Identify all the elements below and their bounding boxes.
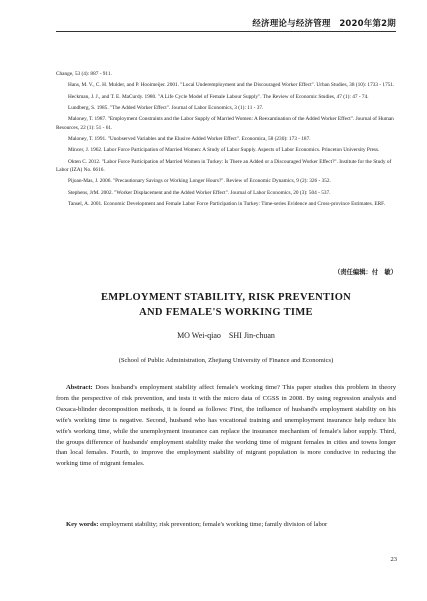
reference-item: Okten C. 2012. "Labor Force Participation of Married Women in Turkey: Is There an Added or a Discouraged Worker Effect?". Institute for the Study of Labor (IZA) No. 6616.	[56, 158, 392, 174]
title-line-1: EMPLOYMENT STABILITY, RISK PREVENTION	[100, 292, 352, 303]
reference-item: Maloney, T. 1991. "Unobserved Variables and the Elusive Added Worker Effect". Economica, 58 (230): 173 - 187.	[68, 136, 311, 142]
author-names: MO Wei-qiao SHI Jin-chuan	[177, 331, 275, 340]
reference-item: Maloney, T. 1987. "Employment Constraints and the Labor Supply of Married Women: A Reexamination of the Added Worker Effect". Journal of Human Resources, 22 (1): 51 - 61.	[56, 116, 394, 131]
abstract	[56, 383, 396, 470]
reference-item: Change, 53 (4): 887 - 911.	[56, 71, 112, 77]
title-line-2: AND FEMALE'S WORKING TIME	[139, 306, 313, 318]
responsible-editor: （责任编辑：付 敏）	[334, 269, 397, 276]
page-number: 23	[390, 556, 397, 563]
author-affiliation: (School of Public Administration, Zhejiang University of Finance and Economics)	[118, 357, 334, 364]
reference-list	[56, 70, 396, 211]
reference-item: Hans, M. V., C. H. Mulder, and P. Hooimeijer. 2001. "Local Underemployment and the Discouraged Worker Effect". Urban Studies, 38 (10): 1733 - 1751.	[68, 82, 395, 89]
abstract-label: Abstract:	[66, 384, 93, 391]
reference-item: Heckman, J. J., and T. E. MaCurdy. 1980. "A Life Cycle Model of Female Labour Supply". The Review of Economic Studies, 47 (1): 47 - 74.	[68, 93, 369, 100]
journal-title: 经济理论与经济管理 2020年第2期	[252, 19, 396, 29]
reference-item: Mincer, J. 1962. Labor Force Participation of Married Women: A Study of Labor Supply. Aspects of Labor Economics. Princeton University Press.	[68, 147, 380, 154]
keywords-text: employment stability; risk prevention; female's working time; family division of labor	[100, 521, 328, 528]
article-title	[56, 291, 396, 320]
keywords	[56, 520, 396, 531]
reference-item: Tansel, A. 2001. Economic Development and Female Labor Force Participation in Turkey: Time-series Evidence and Cross-province Estimates. ERF.	[68, 201, 385, 207]
reference-item: Stephens, JrM. 2002. "Worker Displacement and the Added Worker Effect". Journal of Labor Economics, 20 (3): 504 - 537.	[68, 189, 331, 196]
running-header	[56, 16, 396, 32]
abstract-text: Does husband's employment stability affect female's working time? This paper studies this problem in theory from the perspective of risk prevention, and tests it with the micro data of CGSS in 2008. By using regression analysis and Oaxaca-blinder decomposition methods, it is found as follows: First, the influence of husband's employment stability on his wife's working time is negative. Second, husband who has vocational training and unemployment insurance help reduce his wife's working time, while the unemployment insurance can replace the insurance mechanism of female's labor supply. Third, the groups difference of husbands' employment stability make the working time of migrant females in cities and towns longer than local females. Fourth, to improve the employment stability of migrant population is more conducive in reducing the working time of migrant females.	[56, 384, 396, 468]
reference-item: Lundberg, S. 1985. "The Added Worker Effect". Journal of Labor Economics, 3 (1): 11 - 37.	[68, 104, 264, 111]
reference-item: Pijoan-Mas, J. 2006. "Precautionary Savings or Working Longer Hours?". Review of Economic Dynamics, 9 (2): 326 - 352.	[68, 178, 331, 185]
keywords-label: Key words:	[66, 521, 99, 528]
